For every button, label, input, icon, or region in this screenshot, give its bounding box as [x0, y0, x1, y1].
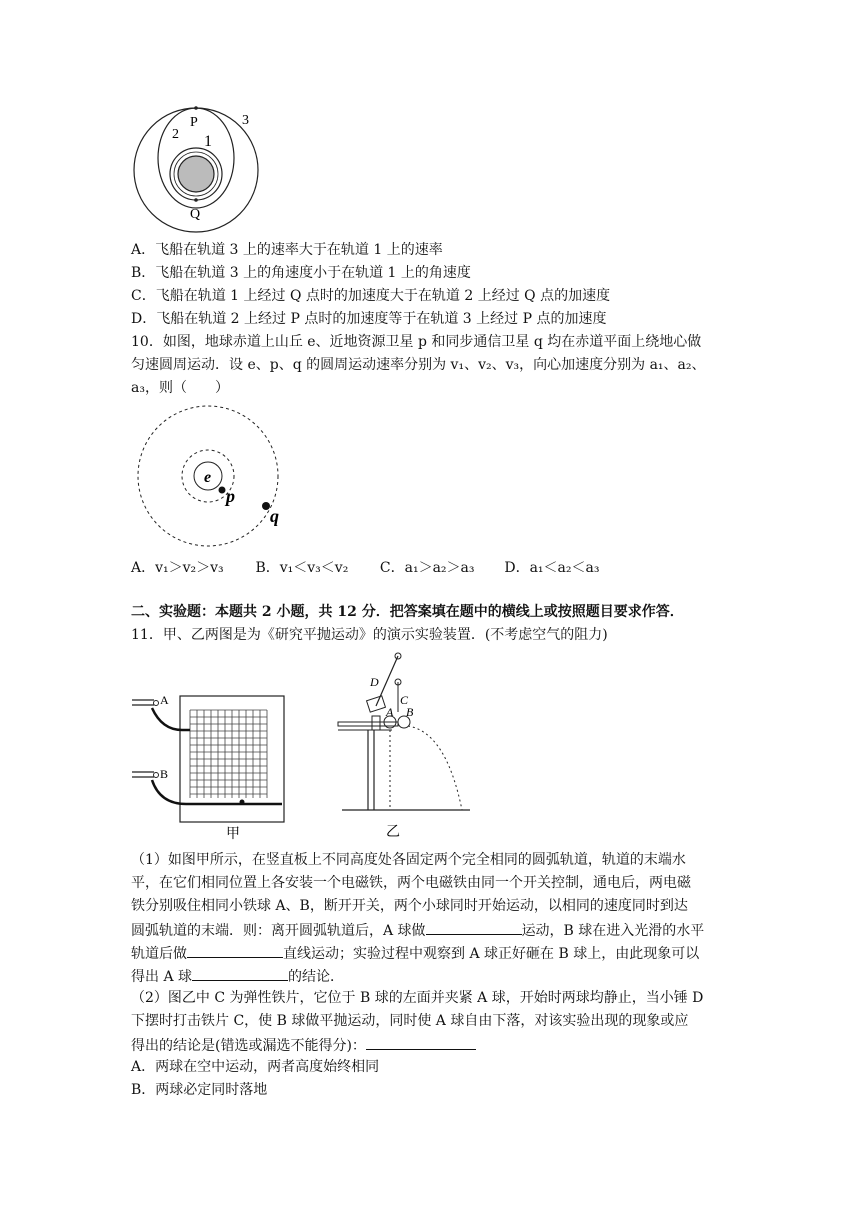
- section-heading: 二、实验题：本题共 2 小题，共 12 分．把答案填在题中的横线上或按照题目要求作答．: [131, 604, 684, 620]
- q9-option-b: B．飞船在轨道 3 上的角速度小于在轨道 1 上的角速度: [131, 265, 471, 281]
- q9-option-d: D．飞船在轨道 2 上经过 P 点时的加速度等于在轨道 3 上经过 P 点的加速度: [131, 311, 607, 327]
- hammer-d-label: D: [370, 675, 379, 689]
- q11-p2-line3-text: 得出的结论是(错选或漏选不能得分)：: [131, 1038, 366, 1054]
- q11-option-a: A．两球在空中运动，两者高度始终相同: [131, 1059, 380, 1075]
- q11-p1-line5-text-a: 轨道后做: [131, 946, 187, 962]
- orbit-3-label: 3: [242, 113, 249, 128]
- orbit-2-label: 2: [172, 127, 179, 142]
- q11-option-b: B．两球必定同时落地: [131, 1082, 268, 1098]
- q11-p1-line5: [131, 943, 699, 963]
- answer-blank-4[interactable]: [366, 1035, 476, 1050]
- ball-b-label-jia: B: [160, 767, 169, 781]
- point-p-satellite-label: p: [226, 486, 235, 506]
- q11-p1-line6: [131, 966, 344, 986]
- answer-blank-3[interactable]: [192, 966, 288, 981]
- q10-option-b: B．v₁＜v₃＜v₂: [255, 560, 349, 576]
- answer-blank-2[interactable]: [187, 943, 283, 958]
- q11-p1-line6-text-b: 的结论．: [288, 969, 345, 985]
- point-q-label: Q: [190, 207, 201, 222]
- q10-options: [131, 559, 599, 577]
- q11-p1-line4-text-b: 运动，B 球在进入光滑的水平: [521, 923, 705, 939]
- q11-p1-line6-text-a: 得出 A 球: [131, 969, 193, 985]
- ball-b-label-yi: B: [406, 705, 414, 719]
- q11-p2-line3: [131, 1035, 476, 1055]
- q10-option-c: C．a₁＞a₂＞a₃: [379, 560, 475, 576]
- q11-p2-line2: 下摆时打击铁片 C，使 B 球做平抛运动，同时使 A 球自由下落，对该实验出现的现象或应: [131, 1013, 689, 1029]
- ball-a-label-jia: A: [160, 693, 169, 707]
- q11-p1-line5-text-b: 直线运动；实验过程中观察到 A 球正好砸在 B 球上，由此现象可以: [283, 946, 700, 962]
- point-q-satellite-label: q: [270, 506, 279, 526]
- q11-p1-line4-text-a: 圆弧轨道的末端．则：离开圆弧轨道后，A 球做: [131, 923, 426, 939]
- plate-c-label: C: [400, 693, 409, 707]
- q10-stem-line2: 匀速圆周运动．设 e、p、q 的圆周运动速率分别为 v₁、v₂、v₃，向心加速度分别为 a₁、a₂、: [131, 357, 706, 373]
- apparatus-figure-jia: [128, 690, 288, 842]
- apparatus-figure-yi: [336, 652, 476, 842]
- answer-blank-1[interactable]: [426, 920, 522, 935]
- q9-option-a: A．飞船在轨道 3 上的速率大于在轨道 1 上的速率: [131, 242, 443, 258]
- point-e-label: e: [204, 469, 212, 486]
- figure-jia-caption: 甲: [226, 827, 240, 842]
- satellite-figure-q10: [128, 404, 288, 550]
- q10-option-d: D．a₁＜a₂＜a₃: [504, 560, 600, 576]
- orbit-figure-q9: [128, 102, 268, 234]
- q11-stem: 11．甲、乙两图是为《研究平抛运动》的演示实验装置．(不考虑空气的阻力): [131, 627, 608, 643]
- ball-a-label-yi: A: [386, 705, 394, 719]
- q10-option-a: A．v₁＞v₂＞v₃: [131, 560, 224, 576]
- q11-p2-line1: （2）图乙中 C 为弹性铁片，它位于 B 球的左面并夹紧 A 球，开始时两球均静止，当小锤 D: [131, 990, 704, 1006]
- q11-p1-line2: 平，在它们相同位置上各安装一个电磁铁，两个电磁铁由同一个开关控制，通电后，两电磁: [131, 875, 691, 891]
- point-p-label: P: [190, 115, 198, 130]
- q10-stem-line3: a₃，则（ ）: [131, 380, 229, 396]
- q10-stem-line1: 10．如图，地球赤道上山丘 e、近地资源卫星 p 和同步通信卫星 q 均在赤道平面上绕地心做: [131, 334, 702, 350]
- q11-p1-line1: （1）如图甲所示，在竖直板上不同高度处各固定两个完全相同的圆弧轨道，轨道的末端水: [131, 852, 686, 868]
- orbit-1-label: 1: [204, 133, 212, 150]
- q9-option-c: C．飞船在轨道 1 上经过 Q 点时的加速度大于在轨道 2 上经过 Q 点的加速度: [131, 288, 611, 304]
- q11-p1-line3: 铁分别吸住相同小铁球 A、B，断开开关，两个小球同时开始运动，以相同的速度同时到达: [131, 898, 688, 914]
- figure-yi-caption: 乙: [386, 825, 400, 840]
- q11-p1-line4: [131, 920, 704, 940]
